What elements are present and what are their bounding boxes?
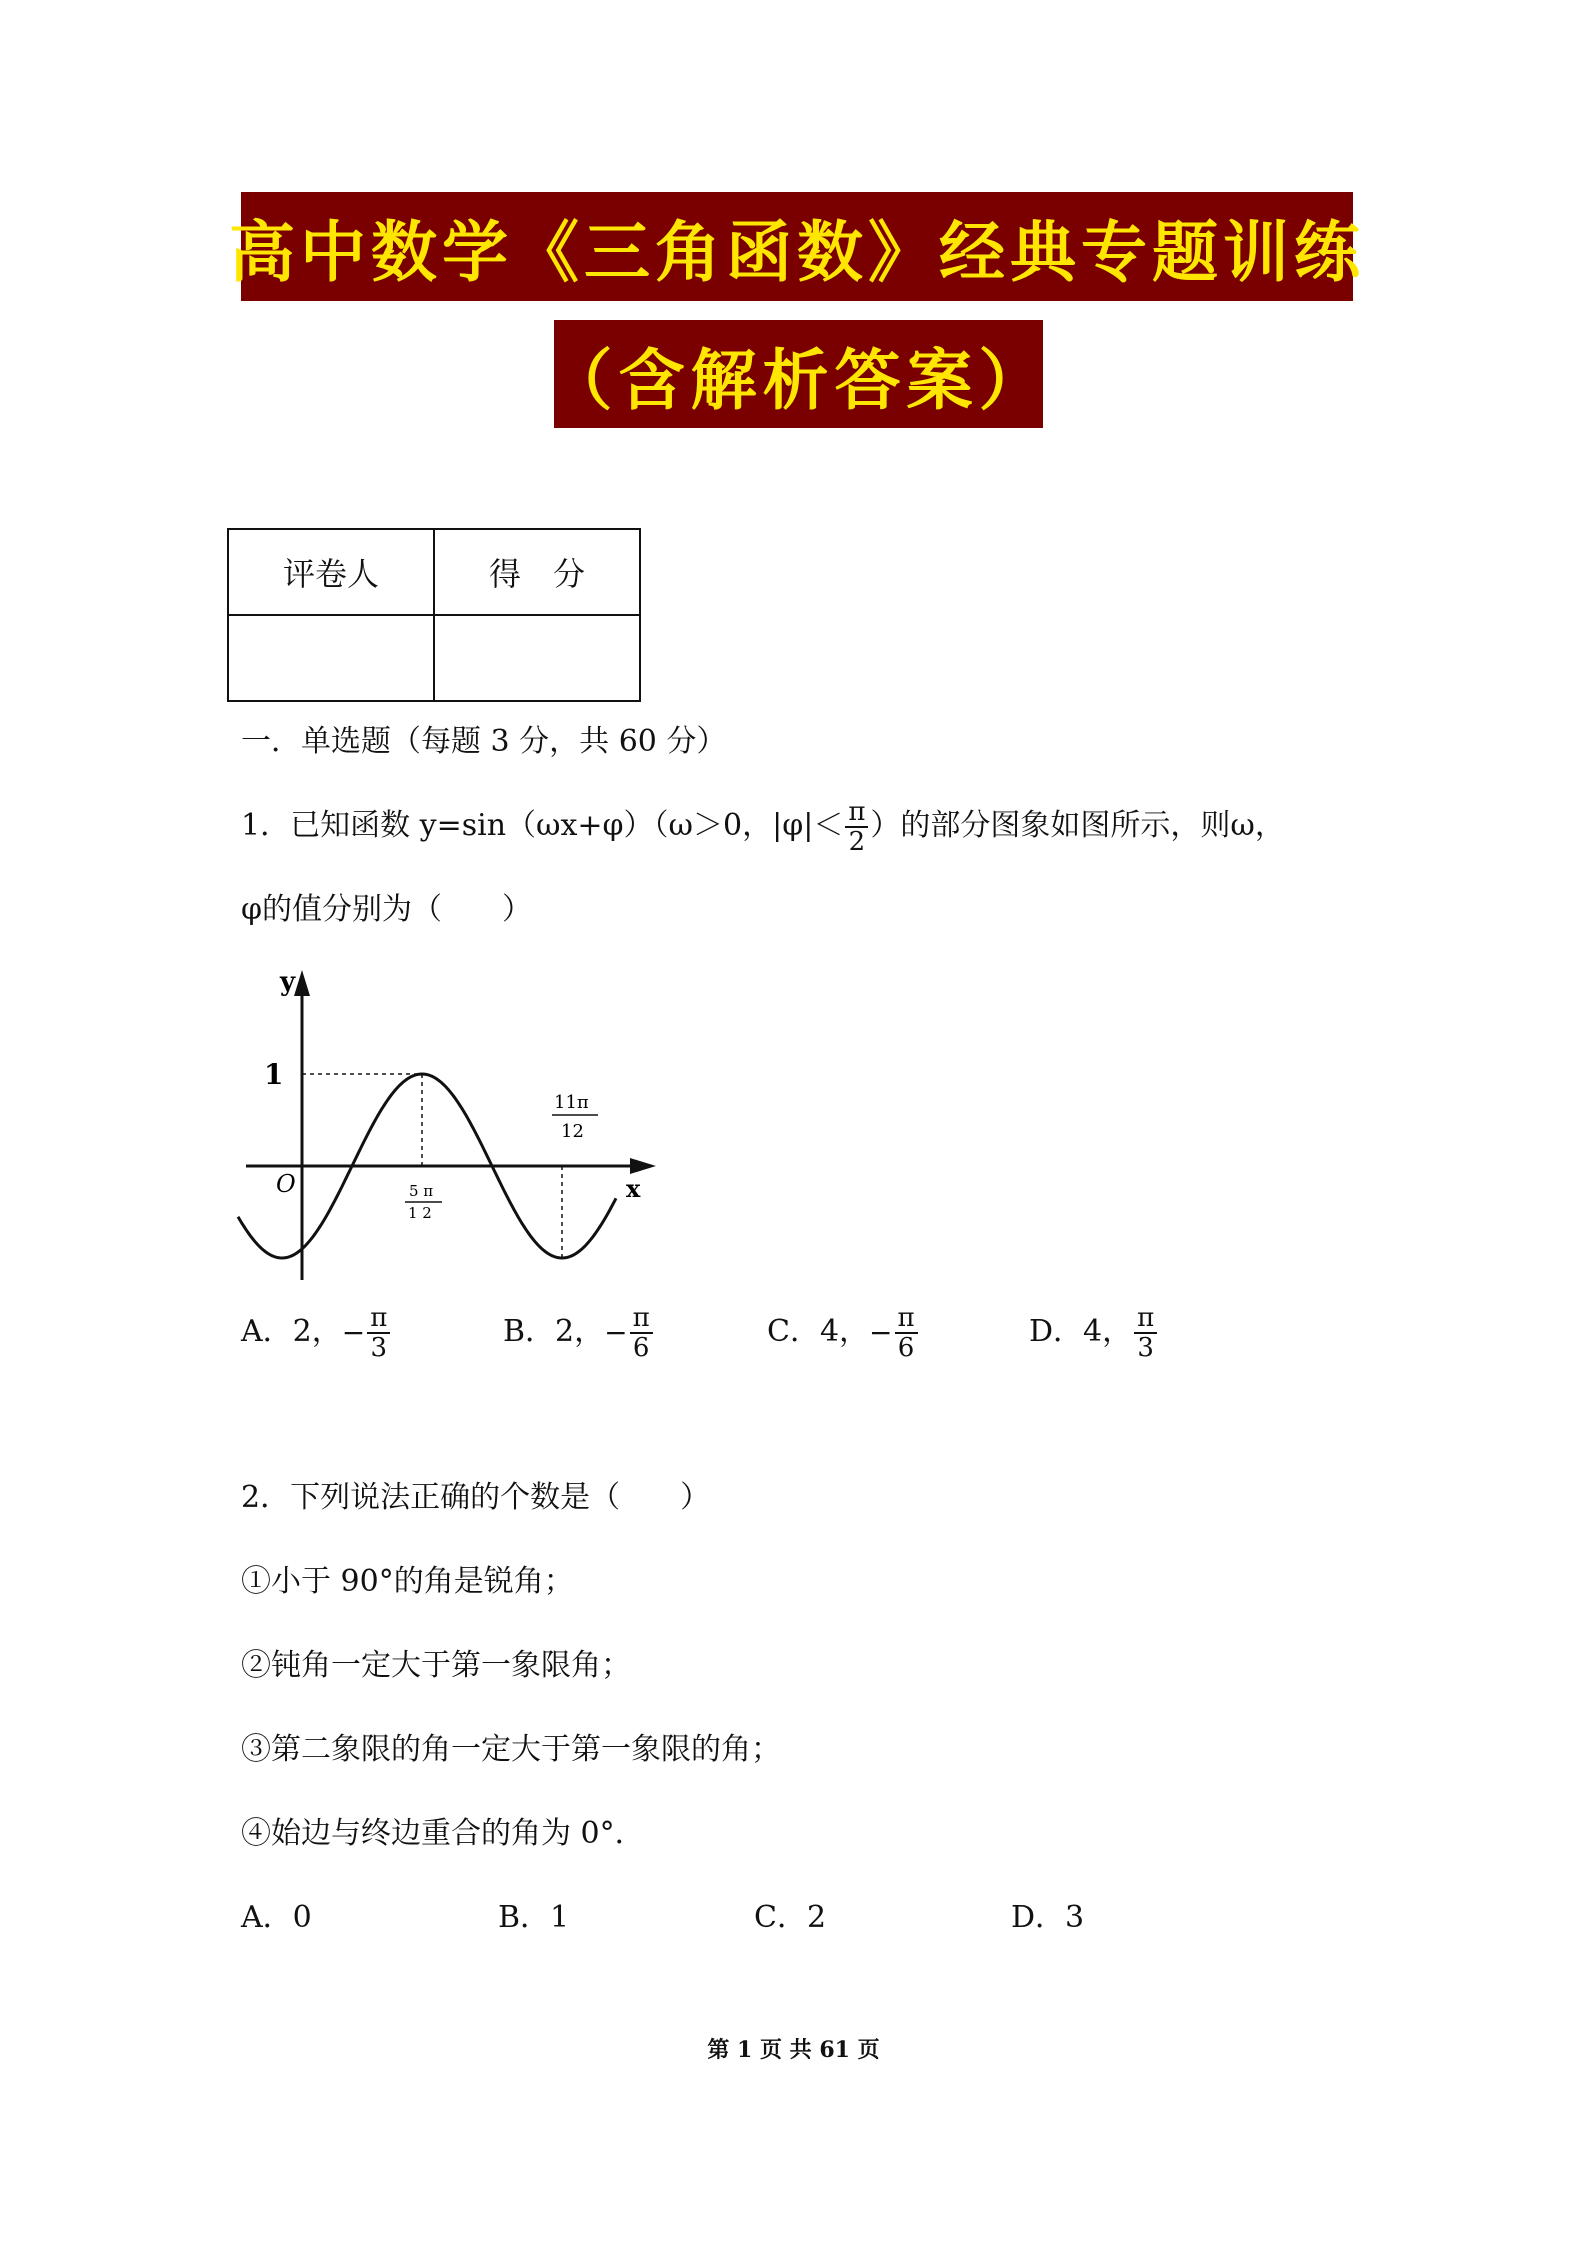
q1-option-b-fraction <box>630 1304 653 1362</box>
q2-statement-3: ③第二象限的角一定大于第一象限的角； <box>241 1732 781 1767</box>
q1-option-a-sign: − <box>341 1316 366 1349</box>
q1-option-c-num: π <box>895 1304 918 1334</box>
q1-option-b-label: B．2， <box>503 1314 605 1349</box>
q1-stem-suffix: ）的部分图象如图所示，则ω， <box>870 808 1285 843</box>
q1-stem-fraction <box>845 798 868 856</box>
q1-option-a-den: 3 <box>370 1333 388 1363</box>
trough-x-numerator: 11π <box>554 1092 589 1113</box>
peak-x-numerator: 5 π <box>409 1182 434 1200</box>
q2-statement-4: ④始边与终边重合的角为 0°． <box>241 1816 645 1851</box>
q1-sine-graph <box>236 960 666 1290</box>
section-heading: 一．单选题（每题 3 分，共 60 分） <box>241 724 727 759</box>
grader-cell <box>228 615 434 701</box>
document-title-line2: （含解析答案） <box>554 320 1043 428</box>
q1-option-c-sign: − <box>869 1316 893 1349</box>
q1-option-b[interactable] <box>503 1304 655 1362</box>
score-header: 得 分 <box>434 529 640 615</box>
q1-option-c[interactable] <box>767 1304 920 1362</box>
x-axis-arrow <box>630 1158 656 1174</box>
x-axis-label: x <box>626 1174 641 1203</box>
q2-option-a[interactable]: A．0 <box>241 1900 312 1935</box>
q1-option-c-den: 6 <box>897 1333 915 1363</box>
q2-option-c[interactable]: C．2 <box>754 1900 827 1935</box>
score-table <box>227 528 641 702</box>
q2-stem: 2．下列说法正确的个数是（ ） <box>241 1480 711 1515</box>
page-footer: 第 1 页 共 61 页 <box>707 2037 880 2063</box>
origin-label: O <box>276 1170 296 1198</box>
q1-stem-line2: φ的值分别为（ ） <box>241 892 533 927</box>
q1-option-b-num: π <box>630 1304 653 1334</box>
q1-option-d-fraction <box>1134 1304 1157 1362</box>
q1-stem-prefix: 1．已知函数 y=sin（ωx+φ）（ω＞0，|φ|＜ <box>241 808 844 843</box>
q1-option-c-label: C．4， <box>767 1314 870 1349</box>
q1-stem-frac-num: π <box>845 798 868 828</box>
q2-statement-2: ②钝角一定大于第一象限角； <box>241 1648 631 1683</box>
trough-x-denominator: 12 <box>561 1121 584 1142</box>
q1-option-b-sign: − <box>604 1316 628 1349</box>
q1-option-a-fraction <box>367 1304 390 1362</box>
q2-statement-1: ①小于 90°的角是锐角； <box>241 1564 574 1599</box>
q2-option-d[interactable]: D．3 <box>1011 1900 1085 1935</box>
score-cell <box>434 615 640 701</box>
q1-option-a-label: A．2， <box>241 1314 342 1349</box>
y-axis-arrow <box>294 970 310 996</box>
q1-option-d[interactable] <box>1029 1304 1159 1362</box>
q2-option-b[interactable]: B．1 <box>498 1900 570 1935</box>
q1-option-d-den: 3 <box>1137 1333 1154 1363</box>
q1-option-a-num: π <box>367 1304 390 1334</box>
q1-option-d-label: D．4， <box>1029 1314 1133 1349</box>
q1-option-d-num: π <box>1134 1304 1157 1334</box>
peak-x-denominator: 1 2 <box>408 1204 432 1222</box>
grader-header: 评卷人 <box>228 529 434 615</box>
q1-stem-line1 <box>241 798 1285 856</box>
q1-stem-frac-den: 2 <box>848 827 866 857</box>
q1-option-c-fraction <box>895 1304 918 1362</box>
document-title-line1: 高中数学《三角函数》经典专题训练 <box>241 192 1353 301</box>
y-axis-label: y <box>280 967 296 997</box>
q1-option-b-den: 6 <box>632 1333 650 1363</box>
y-tick-one-label: 1 <box>264 1058 284 1091</box>
q1-option-a[interactable] <box>241 1304 392 1362</box>
